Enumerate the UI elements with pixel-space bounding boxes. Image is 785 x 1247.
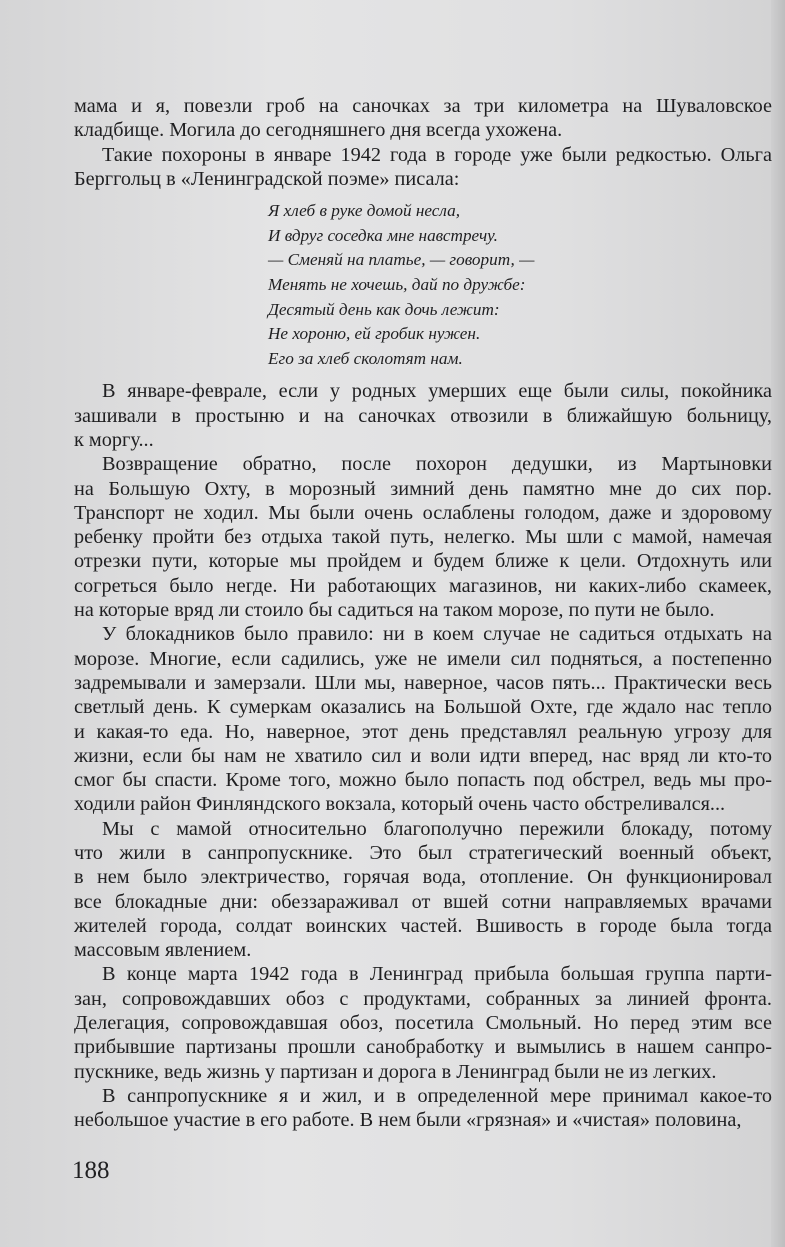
text-line: Такие похороны в январе 1942 года в городе уже были редкостью. Ольга	[102, 143, 772, 166]
paragraphs-before-verse	[74, 94, 772, 191]
verse-line: — Сменяй на платье, — говорит, —	[268, 250, 535, 270]
text-line: Берггольц в «Ленинградской поэме» писала:	[74, 167, 460, 190]
paragraphs-after-verse	[74, 379, 772, 1132]
text-line: согреться было негде. Ни работающих магазинов, ни каких-либо скамеек,	[74, 574, 772, 597]
paragraph	[74, 379, 772, 452]
paragraph	[74, 962, 772, 1083]
verse-line: Менять не хочешь, дай по дружбе:	[268, 274, 526, 294]
verse-line: Десятый день как дочь лежит:	[268, 299, 500, 319]
text-line: пускнике, ведь жизнь у партизан и дорога в Ленинград были не из легких.	[74, 1060, 717, 1083]
poem-quote	[268, 199, 772, 371]
text-line: ходили район Финляндского вокзала, который очень часто обстреливался...	[74, 793, 726, 816]
text-line: все блокадные дни: обеззараживал от вшей сотни направляемых врачами	[74, 890, 772, 913]
text-line: массовым явлением.	[74, 939, 252, 962]
verse-line: Его за хлеб сколотят нам.	[268, 348, 463, 368]
text-line: кладбище. Могила до сегодняшнего дня всегда ухожена.	[74, 119, 563, 142]
paragraph	[74, 143, 772, 192]
text-line: жителей города, солдат воинских частей. Вшивость в городе была тогда	[74, 914, 772, 937]
paragraph	[74, 94, 772, 143]
paragraph	[74, 452, 772, 622]
text-line: Возвращение обратно, после похорон дедушки, из Мартыновки	[102, 453, 772, 476]
verse-line: И вдруг соседка мне навстречу.	[268, 225, 498, 245]
paragraph	[74, 622, 772, 816]
text-line: на которые вряд ли стоило бы садиться на таком морозе, по пути не было.	[74, 599, 715, 622]
text-line: Делегация, сопровождавшая обоз, посетила Смольный. Но перед этим все	[74, 1012, 772, 1035]
text-line: задремывали и замерзали. Шли мы, наверное, часов пять... Практически весь	[74, 671, 772, 694]
text-line: смог бы спасти. Кроме того, можно было попасть под обстрел, ведь мы про-	[74, 769, 772, 792]
text-line: Транспорт не ходил. Мы были очень ослаблены голодом, даже и здоровому	[74, 501, 772, 524]
text-line: прибывшие партизаны прошли санобработку и вымылись в нашем санпро-	[74, 1036, 772, 1059]
text-line: мама и я, повезли гроб на саночках за три километра на Шуваловское	[74, 95, 772, 117]
page-number: 188	[72, 1157, 110, 1184]
text-line: на Большую Охту, в морозный зимний день памятно мне до сих пор.	[74, 477, 772, 500]
text-line: В конце марта 1942 года в Ленинград прибыла большая группа парти-	[102, 963, 772, 986]
text-line: В январе-феврале, если у родных умерших еще были силы, покойника	[102, 380, 772, 403]
verse-line: Я хлеб в руке домой несла,	[268, 201, 461, 221]
text-line: отрезки пути, которые мы пройдем и будем ближе к цели. Отдохнуть или	[74, 550, 772, 573]
body-text	[74, 94, 772, 1133]
text-line: жизни, если бы нам не хватило сил и воли идти вперед, нас вряд ли кто-то	[74, 744, 772, 767]
text-line: зан, сопровождавших обоз с продуктами, собранных за линией фронта.	[74, 987, 772, 1010]
text-line: ребенку пройти без отдыха такой путь, нелегко. Мы шли с мамой, намечая	[74, 526, 772, 549]
text-line: небольшое участие в его работе. В нем были «грязная» и «чистая» половина,	[74, 1109, 742, 1132]
text-line: в нем было электричество, горячая вода, отопление. Он функционировал	[74, 866, 772, 889]
text-line: светлый день. К сумеркам оказались на Большой Охте, где ждало нас тепло	[74, 696, 772, 719]
text-line: морозе. Многие, если садились, уже не имели сил подняться, а постепенно	[74, 647, 772, 670]
text-line: В санпропускнике я и жил, и в определенной мере принимал какое-то	[102, 1084, 772, 1107]
paragraph	[74, 1084, 772, 1133]
text-line: что жили в санпропускнике. Это был стратегический военный объект,	[74, 841, 772, 864]
text-line: У блокадников было правило: ни в коем случае не садиться отдыхать на	[102, 623, 772, 646]
text-line: зашивали в простыню и на саночках отвозили в ближайшую больницу,	[74, 404, 772, 427]
page-edge	[771, 0, 785, 1247]
text-line: Мы с мамой относительно благополучно пережили блокаду, потому	[102, 817, 772, 840]
text-line: и какая-то еда. Но, наверное, этот день представлял реальную угрозу для	[74, 720, 772, 743]
text-line: к моргу...	[74, 428, 154, 451]
paragraph	[74, 817, 772, 963]
verse-line: Не хороню, ей гробик нужен.	[268, 324, 481, 344]
